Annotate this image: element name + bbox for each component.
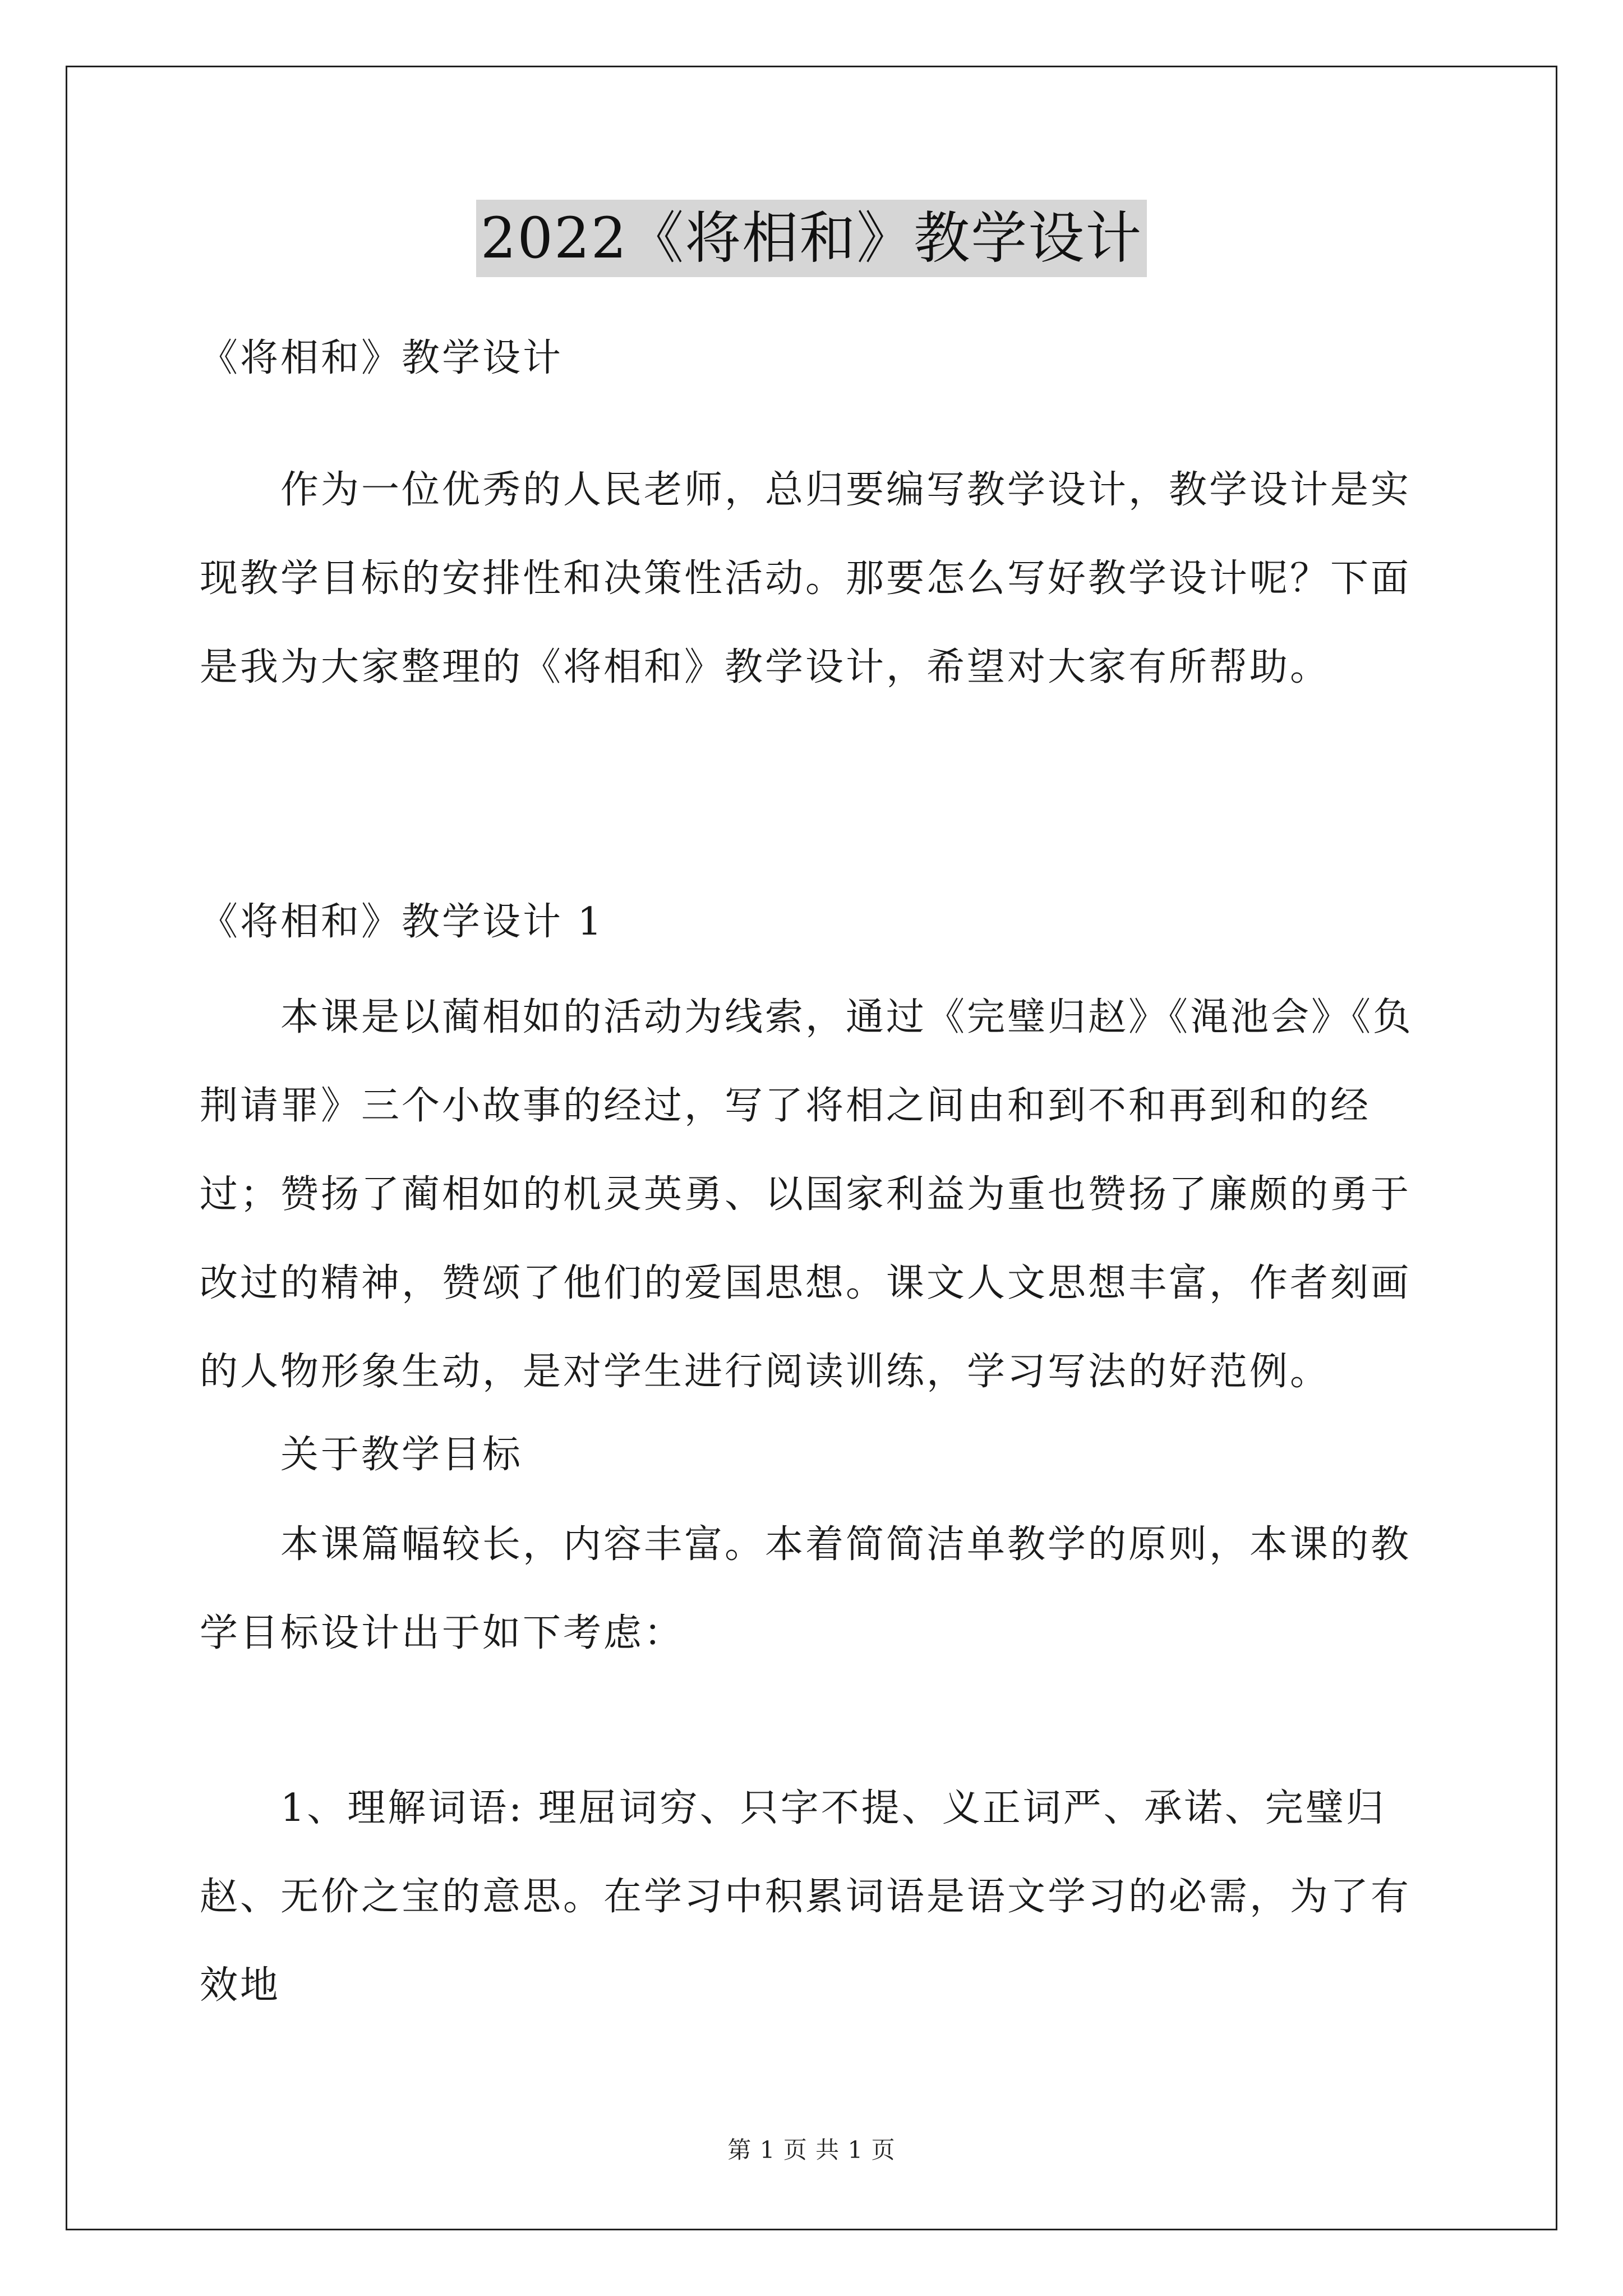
page-footer: 第 1 页 共 1 页 [727, 2136, 896, 2164]
section-body-paragraph: 本课是以蔺相如的活动为线索，通过《完璧归赵》《渑池会》《负荆请罪》三个小故事的经过，写了将相之间由和到不和再到和的经过；赞扬了蔺相如的机灵英勇、以国家利益为重也赞扬了廉颇的勇于改过的精神，赞颂了他们的爱国思想。课文人文思想丰富，作者刻画的人物形象生动，是对学生进行阅读训练，学习写法的好范例。 [200, 995, 1414, 1394]
goals-heading: 关于教学目标 [280, 1433, 523, 1477]
section-heading: 《将相和》教学设计 1 [200, 900, 604, 944]
intro-paragraph: 作为一位优秀的人民老师，总归要编写教学设计，教学设计是实现教学目标的安排性和决策性活动。那要怎么写好教学设计呢？下面是我为大家整理的《将相和》教学设计，希望对大家有所帮助。 [200, 468, 1412, 689]
goal-item-1: 1、理解词语: 理屈词穷、只字不提、义正词严、承诺、完璧归赵、无价之宝的意思。在学习中积累词语是语文学习的必需，为了有效地 [200, 1786, 1412, 2008]
title-container [0, 200, 1623, 277]
document-subtitle: 《将相和》教学设计 [200, 336, 564, 380]
goals-paragraph: 本课篇幅较长，内容丰富。本着简简洁单教学的原则，本课的教学目标设计出于如下考虑： [200, 1522, 1412, 1655]
document-title: 2022《将相和》教学设计 [476, 200, 1147, 277]
